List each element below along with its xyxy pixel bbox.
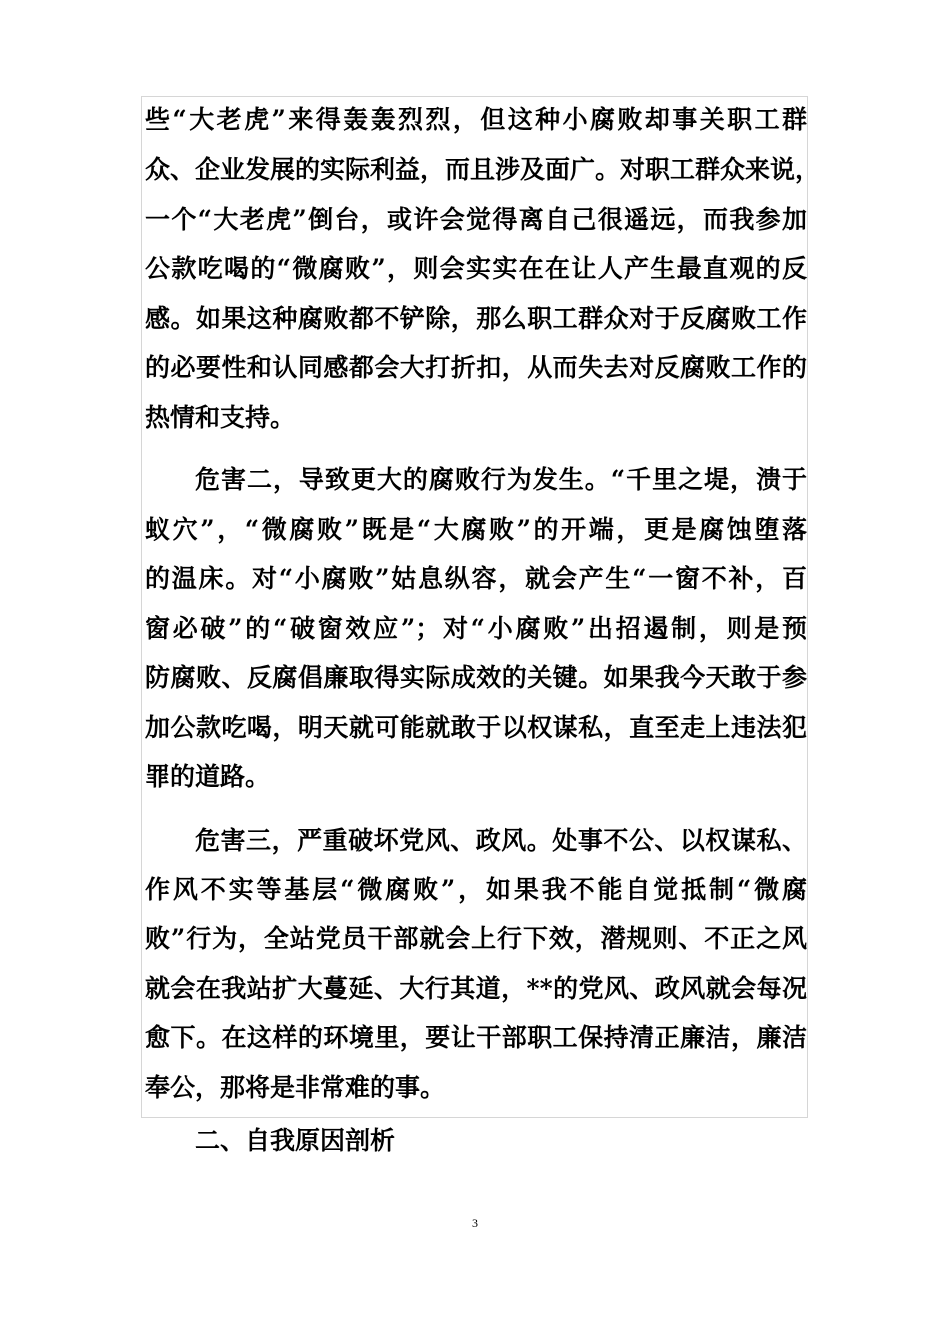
paragraph-2-line-3: 的温床。对“小腐败”姑息纵容，就会产生“一窗不补，百 (145, 564, 807, 593)
paragraph-2-line-6: 加公款吃喝，明天就可能就敢于以权谋私，直至走上违法犯 (145, 713, 807, 742)
paragraph-3-line-3: 败”行为，全站党员干部就会上行下效，潜规则、不正之风 (145, 924, 807, 953)
paragraph-2-line-2: 蚁穴”，“微腐败”既是“大腐败”的开端，更是腐蚀堕落 (145, 515, 807, 544)
paragraph-2-line-1: 危害二，导致更大的腐败行为发生。“千里之堤，溃于 (195, 465, 807, 494)
page-number: 3 (472, 1216, 478, 1230)
paragraph-1-line-3: 一个“大老虎”倒台，或许会觉得离自己很遥远，而我参加 (145, 205, 807, 234)
paragraph-1-line-7: 热情和支持。 (145, 403, 296, 432)
paragraph-1-line-2: 众、企业发展的实际利益，而且涉及面广。对职工群众来说， (145, 155, 821, 184)
paragraph-2-line-4: 窗必破”的“破窗效应”；对“小腐败”出招遏制，则是预 (145, 614, 807, 643)
paragraph-3-line-2: 作风不实等基层“微腐败”，如果我不能自觉抵制“微腐 (145, 875, 807, 904)
paragraph-3-line-4: 就会在我站扩大蔓延、大行其道，**的党风、政风就会每况 (145, 974, 807, 1003)
paragraph-3-line-5: 愈下。在这样的环境里，要让干部职工保持清正廉洁，廉洁 (145, 1023, 807, 1052)
paragraph-3-line-1: 危害三，严重破坏党风、政风。处事不公、以权谋私、 (195, 826, 807, 855)
paragraph-2-line-5: 防腐败、反腐倡廉取得实际成效的关键。如果我今天敢于参 (145, 663, 807, 692)
paragraph-1-line-4: 公款吃喝的“微腐败”，则会实实在在让人产生最直观的反 (145, 254, 807, 283)
paragraph-1-line-5: 感。如果这种腐败都不铲除，那么职工群众对于反腐败工作 (145, 304, 807, 333)
section-heading: 二、自我原因剖析 (195, 1126, 396, 1155)
paragraph-1-line-1: 些“大老虎”来得轰轰烈烈，但这种小腐败却事关职工群 (145, 105, 807, 134)
paragraph-3-line-6: 奉公，那将是非常难的事。 (145, 1073, 446, 1102)
paragraph-1-line-6: 的必要性和认同感都会大打折扣，从而失去对反腐败工作的 (145, 353, 807, 382)
paragraph-2-line-7: 罪的道路。 (145, 762, 271, 791)
